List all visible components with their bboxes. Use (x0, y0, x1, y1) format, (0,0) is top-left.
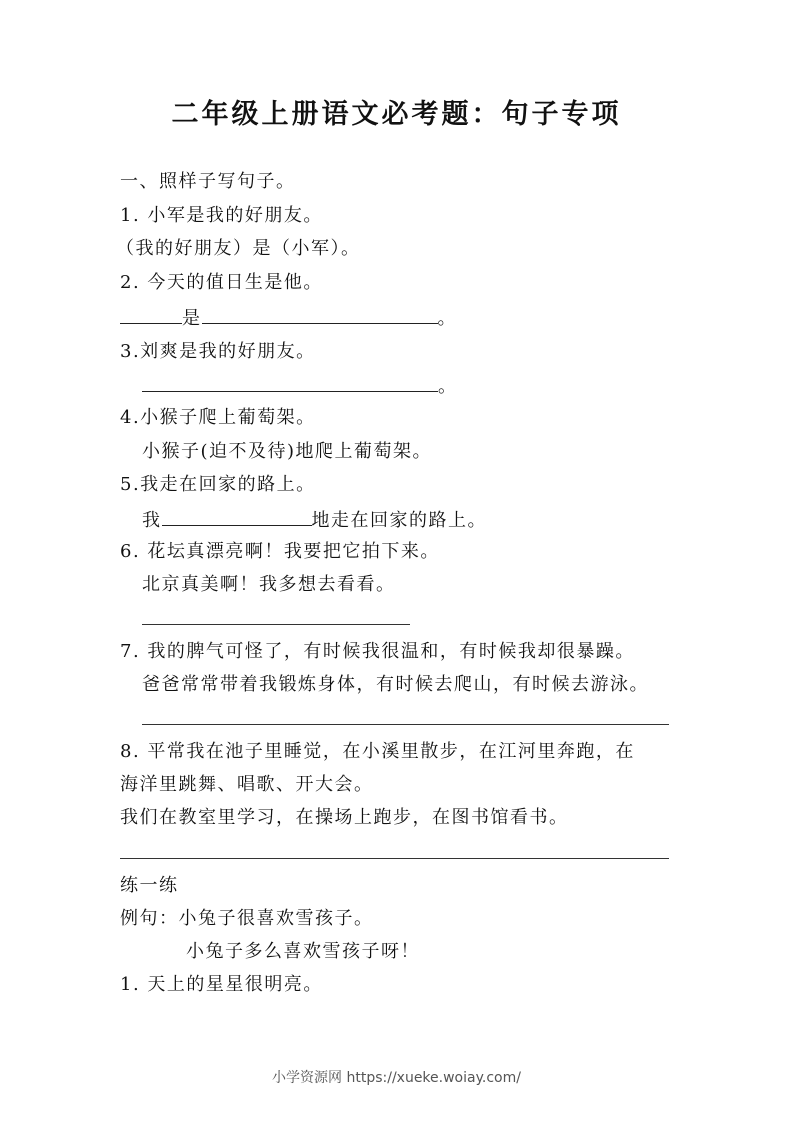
answer-start: 我 (142, 510, 162, 531)
question-7-answer-line[interactable] (142, 724, 669, 725)
question-6-prompt: 6. 花坛真漂亮啊！我要把它拍下来。 (120, 541, 440, 562)
question-5-prompt: 5.我走在回家的路上。 (120, 474, 316, 495)
question-8-prompt-line1: 8. 平常我在池子里睡觉，在小溪里散步，在江河里奔跑，在 (120, 741, 635, 762)
practice-example-transformed: 小兔子多么喜欢雪孩子呀！ (186, 941, 420, 962)
answer-blank[interactable] (162, 507, 312, 526)
answer-blank[interactable] (142, 373, 438, 392)
answer-end-punct: 。 (438, 376, 458, 397)
question-8-prompt-line2: 海洋里跳舞、唱歌、开大会。 (120, 774, 374, 795)
question-1-prompt: 1. 小军是我的好朋友。 (120, 205, 323, 226)
answer-end: 地走在回家的路上。 (311, 510, 487, 531)
question-5-answer (142, 507, 487, 533)
question-2-prompt: 2. 今天的值日生是他。 (120, 272, 323, 293)
page-title: 二年级上册语文必考题：句子专项 (171, 99, 622, 130)
question-1-example: （我的好朋友）是（小军）。 (116, 238, 361, 259)
question-7-example: 爸爸常常带着我锻炼身体，有时候去爬山，有时候去游泳。 (142, 674, 649, 695)
footer-watermark: 小学资源网 https://xueke.woiay.com/ (272, 1070, 521, 1086)
question-8-answer-line[interactable] (120, 858, 669, 859)
question-6-example: 北京真美啊！我多想去看看。 (142, 574, 396, 595)
question-6-answer-line[interactable] (142, 624, 410, 625)
question-7-prompt: 7. 我的脾气可怪了，有时候我很温和，有时候我却很暴躁。 (120, 641, 635, 662)
answer-blank[interactable] (202, 305, 438, 324)
question-2-answer (120, 305, 457, 331)
answer-connector: 是 (182, 308, 202, 329)
practice-question-1: 1. 天上的星星很明亮。 (120, 974, 323, 995)
section-heading: 一、照样子写句子。 (120, 171, 296, 192)
question-3-answer (142, 373, 458, 399)
question-8-example: 我们在教室里学习，在操场上跑步，在图书馆看书。 (120, 807, 569, 828)
question-4-example: 小猴子(迫不及待)地爬上葡萄架。 (142, 441, 433, 462)
practice-heading: 练一练 (120, 875, 179, 896)
practice-example: 例句：小兔子很喜欢雪孩子。 (120, 908, 374, 929)
answer-end-punct: 。 (437, 308, 457, 329)
question-3-prompt: 3.刘爽是我的好朋友。 (120, 341, 316, 362)
answer-blank[interactable] (120, 305, 182, 324)
question-4-prompt: 4.小猴子爬上葡萄架。 (120, 407, 316, 428)
